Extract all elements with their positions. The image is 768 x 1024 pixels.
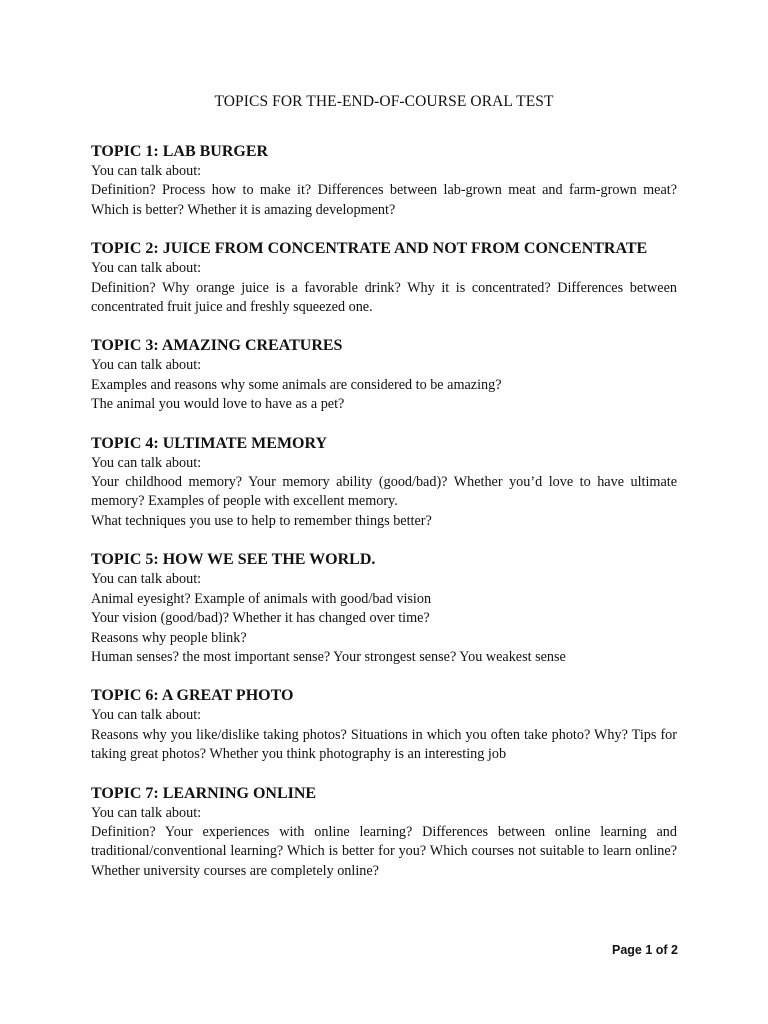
topic-intro: You can talk about: (91, 357, 202, 374)
topic-line: The animal you would love to have as a pet? (91, 396, 345, 413)
topic-line: Your childhood memory? Your memory ability (good/bad)? Whether you’d love to have ultimate memory? Examples of people with excellent memory. (91, 474, 677, 510)
topics-list (91, 142, 677, 900)
topic-line: What techniques you use to help to remember things better? (91, 512, 432, 529)
topic-line: Reasons why you like/dislike taking photos? Situations in which you often take photo? Why? Tips for taking great photos? Whether you think photography is an interesting job (91, 726, 677, 763)
topic-heading: TOPIC 7: LEARNING ONLINE (91, 784, 317, 802)
topic-line: Examples and reasons why some animals are considered to be amazing? (91, 376, 502, 393)
topic-1 (91, 142, 677, 220)
topic-line: Animal eyesight? Example of animals with good/bad vision (91, 590, 432, 607)
topic-line: Your vision (good/bad)? Whether it has changed over time? (91, 610, 430, 627)
topic-intro: You can talk about: (91, 454, 202, 471)
topic-7 (91, 784, 677, 882)
topic-heading: TOPIC 6: A GREAT PHOTO (91, 687, 294, 705)
topic-4 (91, 434, 677, 532)
topic-2 (91, 239, 677, 317)
topic-intro: You can talk about: (91, 571, 202, 588)
topic-5 (91, 550, 677, 667)
topic-intro: You can talk about: (91, 260, 202, 277)
topic-heading: TOPIC 4: ULTIMATE MEMORY (91, 434, 328, 452)
page-number: Page 1 of 2 (612, 943, 678, 957)
topic-heading: TOPIC 1: LAB BURGER (91, 143, 269, 160)
topic-intro: You can talk about: (91, 707, 202, 724)
topic-intro: You can talk about: (91, 804, 202, 821)
topic-6 (91, 686, 677, 764)
topic-line: Definition? Your experiences with online learning? Differences between online learning and traditional/conventional learning? Which is better for you? Which courses not suitable to learn online? Whether university courses are completely online? (91, 823, 677, 879)
topic-intro: You can talk about: (91, 163, 202, 179)
topic-line: Definition? Process how to make it? Differences between lab-grown meat and farm-grown meat? Which is better? Whether it is amazing development? (91, 182, 677, 218)
topic-heading: TOPIC 3: AMAZING CREATURES (91, 337, 343, 355)
topic-3 (91, 336, 677, 414)
document-title: TOPICS FOR THE-END-OF-COURSE ORAL TEST (214, 93, 554, 110)
topic-line: Reasons why people blink? (91, 629, 247, 646)
topic-line: Human senses? the most important sense? Your strongest sense? You weakest sense (91, 648, 566, 665)
topic-heading: TOPIC 5: HOW WE SEE THE WORLD. (91, 551, 376, 569)
topic-heading: TOPIC 2: JUICE FROM CONCENTRATE AND NOT FROM CONCENTRATE (91, 240, 648, 258)
topic-line: Definition? Why orange juice is a favorable drink? Why it is concentrated? Differences between concentrated fruit juice and freshly squeezed one. (91, 279, 677, 316)
